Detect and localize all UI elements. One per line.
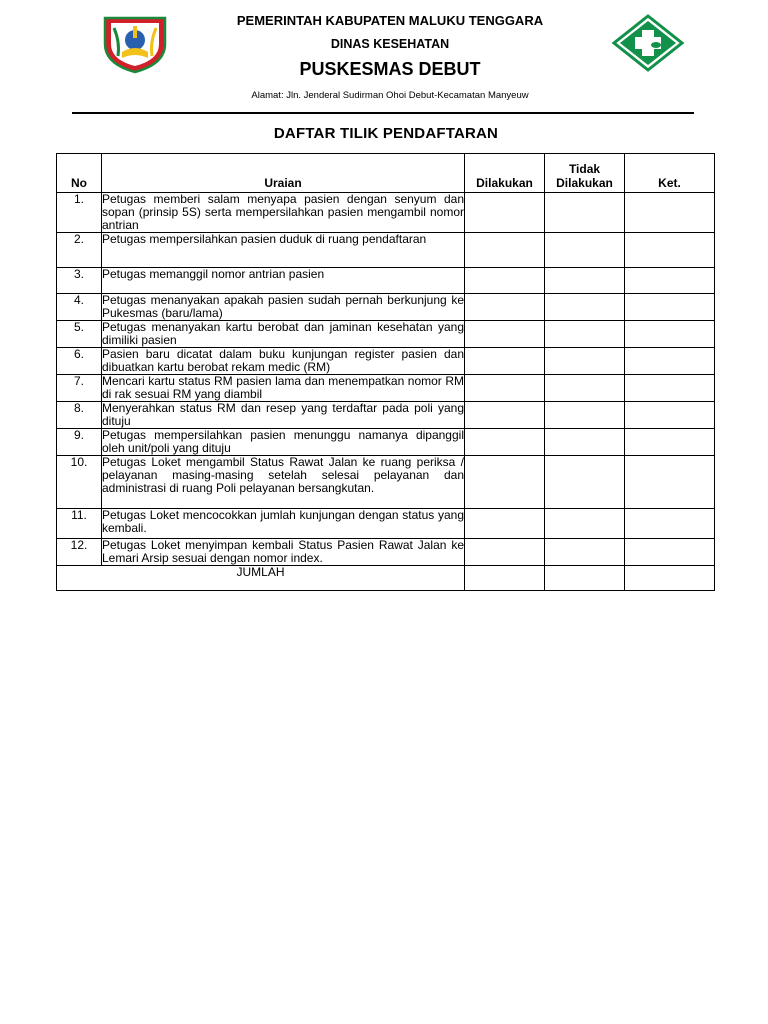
header-ket: Ket. [625, 154, 715, 193]
table-row [57, 375, 715, 402]
header-government: PEMERINTAH KABUPATEN MALUKU TENGGARA [236, 13, 544, 28]
row-number: 9. [57, 429, 102, 456]
header-address: Alamat: Jln. Jenderal Sudirman Ohoi Debut-Kecamatan Manyeuw [251, 90, 529, 101]
header-dilakukan: Dilakukan [465, 154, 545, 193]
cell-tidak-dilakukan[interactable] [545, 294, 625, 321]
header-puskesmas: PUSKESMAS DEBUT [299, 59, 481, 79]
row-number: 6. [57, 348, 102, 375]
cell-ket[interactable] [625, 375, 715, 402]
table-row [57, 268, 715, 294]
cell-dilakukan[interactable] [465, 268, 545, 294]
cell-ket[interactable] [625, 268, 715, 294]
cell-tidak-dilakukan[interactable] [545, 348, 625, 375]
row-uraian: Petugas memberi salam menyapa pasien dengan senyum dan sopan (prinsip 5S) serta mempersilahkan pasien mengambil nomor antrian [102, 192, 464, 232]
row-uraian: Petugas Loket mengambil Status Rawat Jalan ke ruang periksa / pelayanan masing-masing setelah selesai pelayanan dan administrasi di ruang Poli pelayanan bersangkutan. [102, 456, 465, 509]
checklist-table [56, 153, 715, 591]
cell-dilakukan[interactable] [465, 233, 545, 268]
table-row [57, 429, 715, 456]
cell-dilakukan[interactable] [465, 321, 545, 348]
row-number: 11. [57, 509, 102, 539]
row-number: 12. [57, 539, 102, 566]
row-uraian: Petugas menanyakan apakah pasien sudah pernah berkunjung ke Pukesmas (baru/lama) [102, 293, 464, 320]
row-uraian: Petugas Loket mencocokkan jumlah kunjungan dengan status yang kembali. [102, 509, 465, 539]
row-uraian: Mencari kartu status RM pasien lama dan menempatkan nomor RM di rak sesuai RM yang diambil [102, 374, 464, 401]
cell-ket[interactable] [625, 233, 715, 268]
cell-ket[interactable] [625, 294, 715, 321]
total-dilakukan[interactable] [465, 566, 545, 591]
cell-ket[interactable] [625, 348, 715, 375]
cell-tidak-dilakukan[interactable] [545, 429, 625, 456]
cell-ket[interactable] [625, 429, 715, 456]
cell-dilakukan[interactable] [465, 348, 545, 375]
cell-ket[interactable] [625, 539, 715, 566]
row-number: 7. [57, 375, 102, 402]
cell-dilakukan[interactable] [465, 456, 545, 509]
table-row [57, 456, 715, 509]
cell-dilakukan[interactable] [465, 294, 545, 321]
row-uraian: Menyerahkan status RM dan resep yang terdaftar pada poli yang dituju [102, 401, 464, 428]
cell-tidak-dilakukan[interactable] [545, 193, 625, 233]
cell-dilakukan[interactable] [465, 375, 545, 402]
table-row [57, 539, 715, 566]
cell-dilakukan[interactable] [465, 429, 545, 456]
regency-emblem-icon [100, 14, 170, 74]
table-row [57, 294, 715, 321]
row-number: 10. [57, 456, 102, 509]
cell-tidak-dilakukan[interactable] [545, 233, 625, 268]
cell-ket[interactable] [625, 402, 715, 429]
cell-ket[interactable] [625, 193, 715, 233]
cell-tidak-dilakukan[interactable] [545, 375, 625, 402]
header-tidak-dilakukan: Tidak Dilakukan [545, 154, 625, 193]
cell-tidak-dilakukan[interactable] [545, 402, 625, 429]
cell-ket[interactable] [625, 456, 715, 509]
total-label: JUMLAH [57, 566, 465, 591]
cell-tidak-dilakukan[interactable] [545, 509, 625, 539]
header-department: DINAS KESEHATAN [330, 37, 450, 51]
cell-tidak-dilakukan[interactable] [545, 268, 625, 294]
header-uraian: Uraian [102, 154, 465, 193]
header-divider [72, 112, 694, 114]
total-row [57, 566, 715, 591]
row-uraian: Pasien baru dicatat dalam buku kunjungan register pasien dan dibuatkan kartu berobat rekam medic (RM) [102, 347, 464, 374]
cell-tidak-dilakukan[interactable] [545, 456, 625, 509]
row-uraian: Petugas mempersilahkan pasien duduk di ruang pendaftaran [102, 233, 465, 268]
cell-ket[interactable] [625, 509, 715, 539]
row-number: 8. [57, 402, 102, 429]
row-number: 1. [57, 193, 102, 233]
row-uraian: Petugas menanyakan kartu berobat dan jaminan kesehatan yang dimiliki pasien [102, 320, 464, 347]
row-number: 3. [57, 268, 102, 294]
total-tidak-dilakukan[interactable] [545, 566, 625, 591]
row-uraian: Petugas Loket menyimpan kembali Status Pasien Rawat Jalan ke Lemari Arsip sesuai dengan nomor index. [102, 538, 464, 565]
row-number: 4. [57, 294, 102, 321]
total-ket[interactable] [625, 566, 715, 591]
header-no: No [57, 154, 102, 193]
cell-dilakukan[interactable] [465, 539, 545, 566]
row-number: 2. [57, 233, 102, 268]
table-row [57, 509, 715, 539]
table-row [57, 402, 715, 429]
row-uraian: Petugas memanggil nomor antrian pasien [102, 268, 465, 294]
row-number: 5. [57, 321, 102, 348]
cell-dilakukan[interactable] [465, 193, 545, 233]
table-row [57, 233, 715, 268]
cell-ket[interactable] [625, 321, 715, 348]
cell-dilakukan[interactable] [465, 402, 545, 429]
row-uraian: Petugas mempersilahkan pasien menunggu namanya dipanggil oleh unit/poli yang dituju [102, 428, 464, 455]
table-row [57, 348, 715, 375]
puskesmas-cross-icon [612, 14, 684, 72]
cell-dilakukan[interactable] [465, 509, 545, 539]
cell-tidak-dilakukan[interactable] [545, 539, 625, 566]
cell-tidak-dilakukan[interactable] [545, 321, 625, 348]
document-title: DAFTAR TILIK PENDAFTARAN [273, 125, 499, 142]
table-row [57, 321, 715, 348]
table-row [57, 193, 715, 233]
